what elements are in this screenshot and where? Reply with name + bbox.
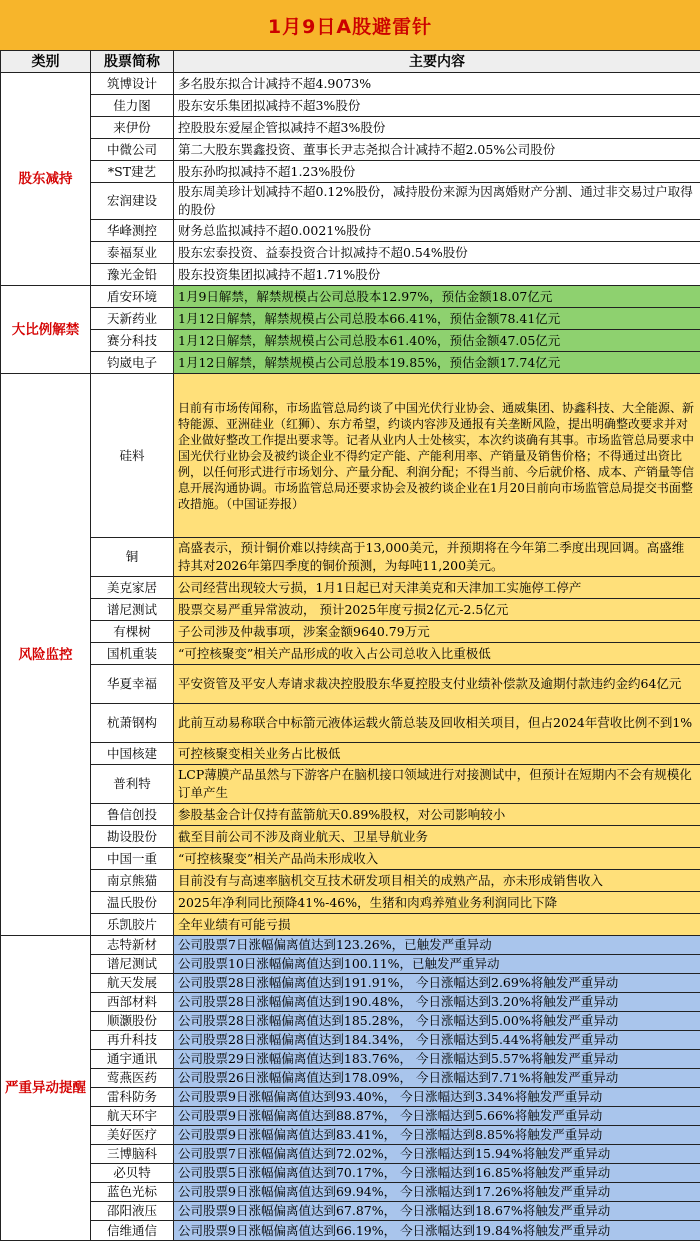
table-row: [1, 183, 700, 220]
table-row: [1, 352, 700, 374]
content-cell: 财务总监拟减持不超0.0021%股份: [174, 220, 700, 242]
table-row: [1, 1126, 700, 1145]
content-cell: 股东安乐集团拟减持不超3%股份: [174, 95, 700, 117]
content-cell: 2025年净利同比预降41%-46%，生猪和肉鸡养殖业务利润同比下降: [174, 892, 700, 914]
stock-name-cell: 必贝特: [91, 1164, 174, 1183]
table-row: [1, 870, 700, 892]
table-row: [1, 665, 700, 704]
stock-name-cell: 华夏幸福: [91, 665, 174, 704]
table-row: [1, 743, 700, 765]
content-cell: 平安资管及平安人寿请求裁决控股股东华夏控股支付业绩补偿款及逾期付款违约金约64亿元: [174, 665, 700, 704]
content-cell: 公司股票9日涨幅偏离值达到67.87%， 今日涨幅达到18.67%将触发严重异动: [174, 1202, 700, 1221]
header-main-content: 主要内容: [174, 51, 700, 73]
content-cell: 1月12日解禁，解禁规模占公司总股本19.85%，预估金额17.74亿元: [174, 352, 700, 374]
stock-name-cell: 信维通信: [91, 1221, 174, 1241]
stock-name-cell: 钧崴电子: [91, 352, 174, 374]
category-cell: 大比例解禁: [1, 286, 91, 374]
table-row: [1, 139, 700, 161]
table-row: [1, 286, 700, 308]
stock-name-cell: 三博脑科: [91, 1145, 174, 1164]
content-cell: 高盛表示，预计铜价难以持续高于13,000美元，并预期将在今年第二季度出现回调。高盛维持其对2026年第四季度的铜价预测，为每吨11,200美元。: [174, 538, 700, 577]
stock-name-cell: 华峰测控: [91, 220, 174, 242]
stock-name-cell: 豫光金铅: [91, 264, 174, 286]
stock-name-cell: 中国一重: [91, 848, 174, 870]
table-row: [1, 804, 700, 826]
table-row: [1, 643, 700, 665]
content-cell: 公司股票9日涨幅偏离值达到88.87%， 今日涨幅达到5.66%将触发严重异动: [174, 1107, 700, 1126]
content-cell: 目前没有与高速率脑机交互技术研发项目相关的成熟产品，亦未形成销售收入: [174, 870, 700, 892]
header-stock-name: 股票简称: [91, 51, 174, 73]
stock-name-cell: 乐凯胶片: [91, 914, 174, 936]
stock-name-cell: 国机重装: [91, 643, 174, 665]
stock-name-cell: 宏润建设: [91, 183, 174, 220]
table-row: [1, 1088, 700, 1107]
stock-name-cell: 美克家居: [91, 577, 174, 599]
header-category: 类别: [1, 51, 91, 73]
stock-name-cell: 中国核建: [91, 743, 174, 765]
stock-name-cell: 通宇通讯: [91, 1050, 174, 1069]
content-cell: 股东投资集团拟减持不超1.71%股份: [174, 264, 700, 286]
content-cell: 子公司涉及仲裁事项，涉案金额9640.79万元: [174, 621, 700, 643]
table-row: [1, 936, 700, 955]
stock-name-cell: 温氏股份: [91, 892, 174, 914]
content-cell: 参股基金合计仅持有蓝箭航天0.89%股权，对公司影响较小: [174, 804, 700, 826]
table-row: [1, 220, 700, 242]
content-cell: 多名股东拟合计减持不超4.9073%: [174, 73, 700, 95]
content-cell: 公司股票5日涨幅偏离值达到70.17%， 今日涨幅达到16.85%将触发严重异动: [174, 1164, 700, 1183]
table-row: [1, 73, 700, 95]
stock-name-cell: 航天发展: [91, 974, 174, 993]
content-cell: 公司股票9日涨幅偏离值达到69.94%， 今日涨幅达到17.26%将触发严重异动: [174, 1183, 700, 1202]
stock-name-cell: 顺灏股份: [91, 1012, 174, 1031]
content-cell: 全年业绩有可能亏损: [174, 914, 700, 936]
table-row: [1, 242, 700, 264]
content-cell: LCP薄膜产品虽然与下游客户在脑机接口领域进行对接测试中，但预计在短期内不会有规模化订单产生: [174, 765, 700, 804]
table-row: [1, 765, 700, 804]
table-row: [1, 1050, 700, 1069]
table-row: [1, 955, 700, 974]
category-cell: 股东减持: [1, 73, 91, 286]
table-row: [1, 848, 700, 870]
stock-name-cell: 志特新材: [91, 936, 174, 955]
table-row: [1, 599, 700, 621]
content-cell: 股东孙昀拟减持不超1.23%股份: [174, 161, 700, 183]
content-cell: 公司股票7日涨幅偏离值达到72.02%， 今日涨幅达到15.94%将触发严重异动: [174, 1145, 700, 1164]
stock-name-cell: 杭萧钢构: [91, 704, 174, 743]
content-cell: 此前互动易称联合中标箭元液体运载火箭总装及回收相关项目，但占2024年营收比例不到1%: [174, 704, 700, 743]
table-row: [1, 621, 700, 643]
stock-name-cell: 中微公司: [91, 139, 174, 161]
stock-name-cell: 泰福泵业: [91, 242, 174, 264]
table-row: [1, 374, 700, 538]
content-cell: 公司股票9日涨幅偏离值达到93.40%， 今日涨幅达到3.34%将触发严重异动: [174, 1088, 700, 1107]
table-row: [1, 1164, 700, 1183]
content-cell: 公司股票28日涨幅偏离值达到190.48%， 今日涨幅达到3.20%将触发严重异动: [174, 993, 700, 1012]
table-row: [1, 1183, 700, 1202]
content-cell: 1月12日解禁，解禁规模占公司总股本61.40%，预估金额47.05亿元: [174, 330, 700, 352]
content-cell: 公司股票28日涨幅偏离值达到185.28%， 今日涨幅达到5.00%将触发严重异动: [174, 1012, 700, 1031]
table-row: [1, 974, 700, 993]
table-row: [1, 1069, 700, 1088]
table-row: [1, 1202, 700, 1221]
table-row: [1, 914, 700, 936]
table-row: [1, 826, 700, 848]
stock-name-cell: 蓝色光标: [91, 1183, 174, 1202]
stock-name-cell: 普利特: [91, 765, 174, 804]
content-cell: 可控核聚变相关业务占比极低: [174, 743, 700, 765]
table-row: [1, 308, 700, 330]
table-row: [1, 161, 700, 183]
table-row: [1, 577, 700, 599]
content-cell: “可控核聚变”相关产品尚未形成收入: [174, 848, 700, 870]
risk-table: [0, 50, 700, 1241]
page-title: 1月9日A股避雷针: [0, 0, 700, 50]
stock-name-cell: 南京熊猫: [91, 870, 174, 892]
category-cell: 严重异动提醒: [1, 936, 91, 1241]
content-cell: 1月9日解禁，解禁规模占公司总股本12.97%，预估金额18.07亿元: [174, 286, 700, 308]
table-row: [1, 264, 700, 286]
table-row: [1, 892, 700, 914]
content-cell: 公司股票28日涨幅偏离值达到191.91%， 今日涨幅达到2.69%将触发严重异动: [174, 974, 700, 993]
table-row: [1, 1107, 700, 1126]
stock-name-cell: 邵阳液压: [91, 1202, 174, 1221]
table-row: [1, 1145, 700, 1164]
content-cell: 公司股票9日涨幅偏离值达到83.41%， 今日涨幅达到8.85%将触发严重异动: [174, 1126, 700, 1145]
content-cell: 公司股票9日涨幅偏离值达到66.19%， 今日涨幅达到19.84%将触发严重异动: [174, 1221, 700, 1241]
content-cell: 第二大股东巽鑫投资、董事长尹志尧拟合计减持不超2.05%公司股份: [174, 139, 700, 161]
stock-name-cell: 硅料: [91, 374, 174, 538]
table-row: [1, 704, 700, 743]
content-cell: 股东宏泰投资、益泰投资合计拟减持不超0.54%股份: [174, 242, 700, 264]
content-cell: 股票交易严重异常波动， 预计2025年度亏损2亿元-2.5亿元: [174, 599, 700, 621]
stock-name-cell: 鲁信创投: [91, 804, 174, 826]
content-cell: 截至目前公司不涉及商业航天、卫星导航业务: [174, 826, 700, 848]
content-cell: 公司股票26日涨幅偏离值达到178.09%， 今日涨幅达到7.71%将触发严重异动: [174, 1069, 700, 1088]
stock-name-cell: 来伊份: [91, 117, 174, 139]
table-row: [1, 95, 700, 117]
table-row: [1, 1031, 700, 1050]
content-cell: 公司经营出现较大亏损，1月1日起已对天津美克和天津加工实施停工停产: [174, 577, 700, 599]
stock-name-cell: 铜: [91, 538, 174, 577]
content-cell: “可控核聚变”相关产品形成的收入占公司总收入比重极低: [174, 643, 700, 665]
stock-name-cell: 雷科防务: [91, 1088, 174, 1107]
table-row: [1, 330, 700, 352]
stock-name-cell: 谱尼测试: [91, 599, 174, 621]
category-cell: 风险监控: [1, 374, 91, 936]
stock-name-cell: 再升科技: [91, 1031, 174, 1050]
stock-name-cell: 赛分科技: [91, 330, 174, 352]
stock-name-cell: 筑博设计: [91, 73, 174, 95]
content-cell: 日前有市场传闻称，市场监管总局约谈了中国光伏行业协会、通威集团、协鑫科技、大全能源、新特能源、亚洲硅业（红狮）、东方希望，约谈内容涉及通报有关垄断风险，提出明确整改要求并对企业做好整改工作提出要求等。记者从业内人士处核实，本次约谈确有其事。市场监管总局要求中国光伏行业协会及被约谈企业不得约定产能、产能利用率、产销量及销售价格；不得通过出资比例，以任何形式进行市场划分、产量分配、利润分配；不得当前、今后就价格、成本、产销量等信息开展沟通协调。市场监管总局还要求协会及被约谈企业在1月20日前向市场监管总局提交书面整改措施。（中国证券报）: [174, 374, 700, 538]
stock-name-cell: 勘设股份: [91, 826, 174, 848]
table-row: [1, 1012, 700, 1031]
content-cell: 公司股票10日涨幅偏离值达到100.11%，已触发严重异动: [174, 955, 700, 974]
content-cell: 股东周美珍计划减持不超0.12%股份，减持股份来源为因离婚财产分割、通过非交易过户取得的股份: [174, 183, 700, 220]
header-row: [1, 51, 700, 73]
table-row: [1, 538, 700, 577]
content-cell: 公司股票29日涨幅偏离值达到183.76%， 今日涨幅达到5.57%将触发严重异动: [174, 1050, 700, 1069]
stock-name-cell: 航天环宇: [91, 1107, 174, 1126]
content-cell: 控股股东爱屋企管拟减持不超3%股份: [174, 117, 700, 139]
table-row: [1, 1221, 700, 1241]
content-cell: 公司股票7日涨幅偏离值达到123.26%，已触发严重异动: [174, 936, 700, 955]
stock-name-cell: 有棵树: [91, 621, 174, 643]
stock-name-cell: 盾安环境: [91, 286, 174, 308]
table-row: [1, 117, 700, 139]
content-cell: 公司股票28日涨幅偏离值达到184.34%， 今日涨幅达到5.44%将触发严重异动: [174, 1031, 700, 1050]
stock-name-cell: 莺燕医药: [91, 1069, 174, 1088]
stock-name-cell: 美好医疗: [91, 1126, 174, 1145]
stock-name-cell: 佳力图: [91, 95, 174, 117]
stock-name-cell: 天新药业: [91, 308, 174, 330]
stock-name-cell: *ST建艺: [91, 161, 174, 183]
table-row: [1, 993, 700, 1012]
content-cell: 1月12日解禁，解禁规模占公司总股本66.41%，预估金额78.41亿元: [174, 308, 700, 330]
stock-name-cell: 谱尼测试: [91, 955, 174, 974]
stock-name-cell: 西部材料: [91, 993, 174, 1012]
